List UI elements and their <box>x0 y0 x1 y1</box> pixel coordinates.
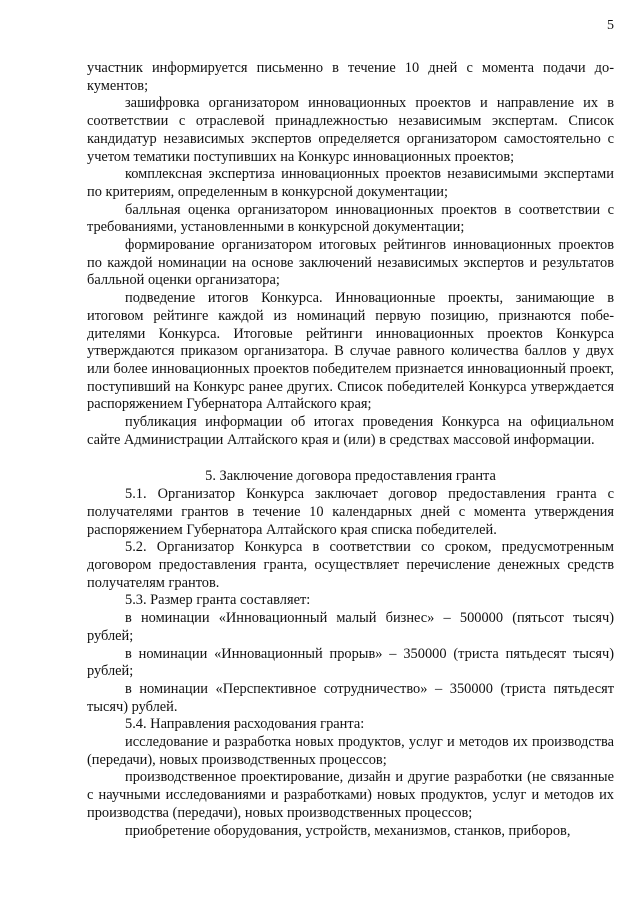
document-body <box>87 60 614 840</box>
paragraph: в номинации «Инновационный малый бизнес» – 500000 (пятьсот тысяч) рублей; <box>87 610 614 644</box>
paragraph: зашифровка организатором инновационных проектов и направление их в соответствии с отраслевой принадлежностью независимым экспертам. Список кандидатур независимых экспертов определяется организатором самостоятельно с учетом тематики поступивших на Конкурс инновационных проектов; <box>87 95 614 165</box>
paragraph: в номинации «Перспективное сотрудничество» – 350000 (триста пятьдесят тысяч) рублей. <box>87 680 614 715</box>
paragraph: приобретение оборудования, устройств, механизмов, станков, приборов, <box>125 822 571 839</box>
paragraph: в номинации «Инновационный прорыв» – 350000 (триста пятьдесят тысяч) рублей; <box>87 645 614 680</box>
paragraph: 5.1. Организатор Конкурса заключает договор предоставления гранта с получателями грантов в течение 10 календарных дней с момента утверждения распоряжением Губернатора Алтайского края списка победителей. <box>87 486 614 538</box>
paragraph: 5.4. Направления расходования гранта: <box>125 716 365 733</box>
paragraph: комплексная экспертиза инновационных проектов независимыми экспертами по критериям, определенным в конкурсной документации; <box>87 166 614 200</box>
paragraph: публикация информации об итогах проведения Конкурса на официальном сайте Администрации Алтайского края и (или) в средствах массовой информации. <box>87 414 614 448</box>
section-heading: 5. Заключение договора предоставления гранта <box>205 468 496 485</box>
page-number: 5 <box>607 18 614 33</box>
paragraph: балльная оценка организатором инновационных проектов в соответствии с требованиями, установленными в конкурсной документации; <box>87 201 614 236</box>
paragraph: 5.2. Организатор Конкурса в соответствии со сроком, предусмотренным договором предоставления гранта, осуществляет перечисление денежных средств получателям грантов. <box>87 539 614 591</box>
paragraph: производственное проектирование, дизайн и другие разработки (не связанные с научными исследованиями и разработками) новых продуктов, услуг и методов их производства (передачи), новых производственных процессов; <box>87 769 614 821</box>
paragraph: подведение итогов Конкурса. Инновационные проекты, занимающие в итоговом рейтинге каждой из номинаций первую позицию, признаются победителями Конкурса. Итоговые рейтинги инновационных проектов Конкурса утверждаются приказом организатора. В случае равного количества баллов у двух или более инновационных проектов победителем признается инновационный проект, поступивший на Конкурс ранее других. Список победителей Конкурса утверждается распоряжением Губернатора Алтайского края; <box>87 290 614 413</box>
paragraph: формирование организатором итоговых рейтингов инновационных проектов по каждой номинации на основе заключений независимых экспертов и результатов балльной оценки организатора; <box>87 237 614 289</box>
paragraph: исследование и разработка новых продуктов, услуг и методов их производства (передачи), новых производственных процессов; <box>87 734 614 768</box>
paragraph: 5.3. Размер гранта составляет: <box>125 592 311 609</box>
paragraph: участник информируется письменно в течение 10 дней с момента подачи документов; <box>87 60 614 94</box>
